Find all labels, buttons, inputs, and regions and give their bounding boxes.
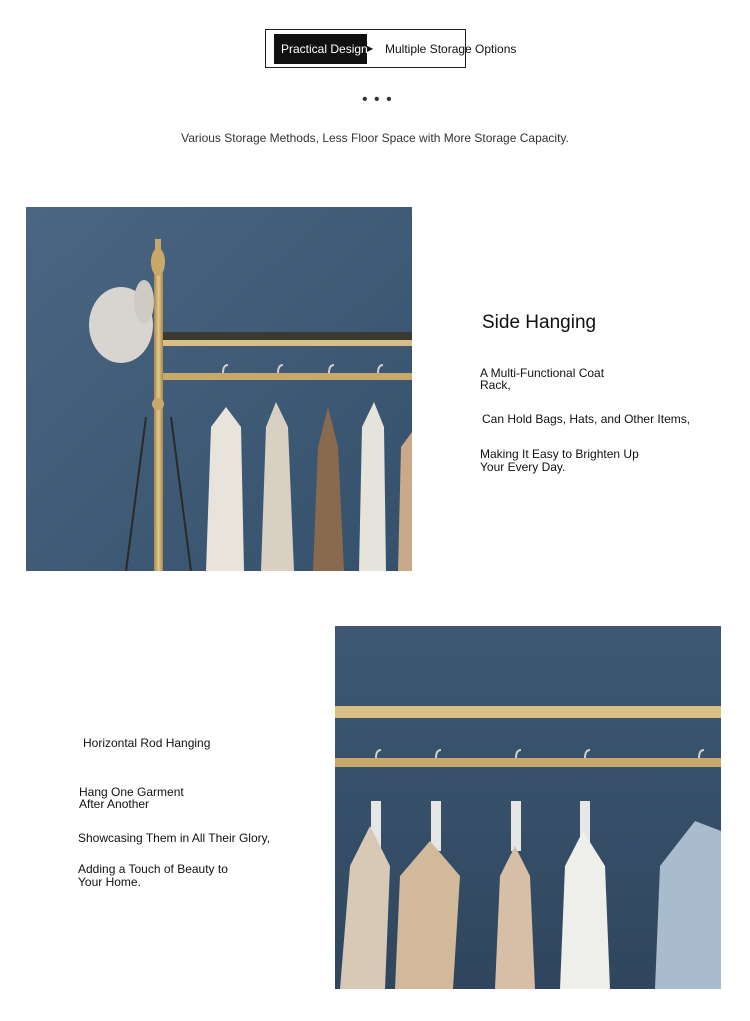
side-hanging-line-2: Can Hold Bags, Hats, and Other Items, <box>482 412 691 426</box>
side-hanging-title: Side Hanging <box>482 312 597 333</box>
side-hanging-line-1: A Multi-Functional Coat Rack, <box>480 366 605 392</box>
horizontal-rod-line-2: Showcasing Them in All Their Glory, <box>78 831 271 845</box>
arrow-right-icon: ▶ <box>367 44 374 53</box>
horizontal-rod-line-1: Hang One Garment After Another <box>79 785 184 811</box>
divider-dots: • • • <box>362 91 393 108</box>
badge-practical-design: Practical Design <box>274 34 367 64</box>
horizontal-rod-title: Horizontal Rod Hanging <box>83 736 211 750</box>
horizontal-rod-line-3: Adding a Touch of Beauty to Your Home. <box>78 862 228 889</box>
tagline: Various Storage Methods, Less Floor Space with More Storage Capacity. <box>181 131 569 145</box>
horizontal-rod-photo <box>335 626 721 989</box>
side-hanging-photo <box>26 207 412 571</box>
side-hanging-line-3: Making It Easy to Brighten Up Your Every Day. <box>480 447 639 474</box>
badge-storage-options: Multiple Storage Options <box>385 42 517 56</box>
